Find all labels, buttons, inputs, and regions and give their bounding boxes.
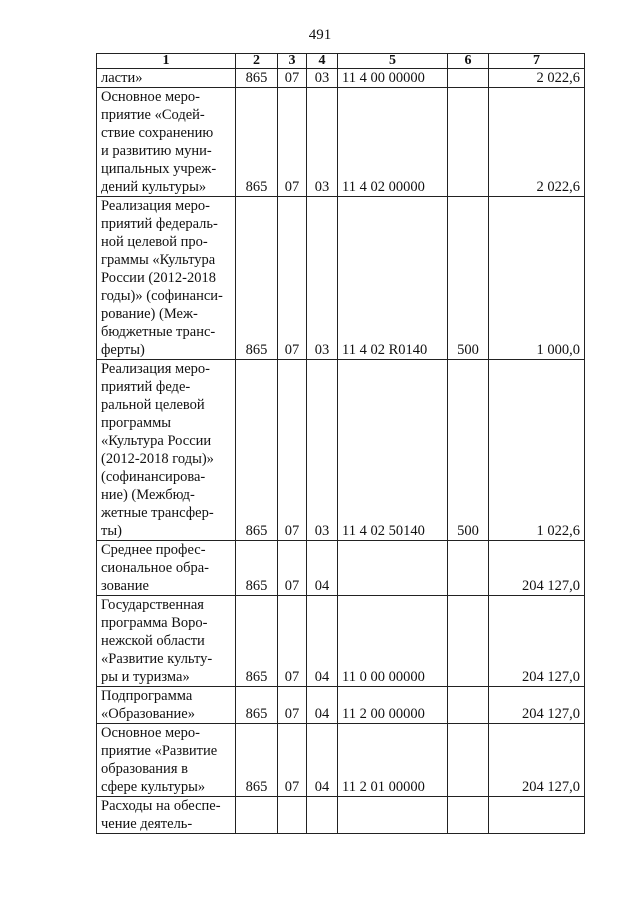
cell-ministry-code: 865 <box>236 197 278 360</box>
cell-section: 07 <box>278 596 307 687</box>
table-row <box>97 88 585 197</box>
row-name: Основное меро- приятие «Содей- ствие сохранению и развитию муни- ципальных учреж- дений культуры» <box>97 88 236 197</box>
row-name: Подпрограмма «Образование» <box>97 687 236 724</box>
table-row <box>97 541 585 596</box>
col-header-3: 3 <box>278 54 307 69</box>
cell-amount: 204 127,0 <box>489 541 585 596</box>
cell-ministry-code: 865 <box>236 596 278 687</box>
cell-target-article: 11 4 02 R0140 <box>338 197 448 360</box>
cell-subsection: 03 <box>307 197 338 360</box>
cell-target-article: 11 4 02 00000 <box>338 88 448 197</box>
cell-amount: 204 127,0 <box>489 687 585 724</box>
cell-ministry-code: 865 <box>236 88 278 197</box>
table-row <box>97 797 585 834</box>
cell-expense-type <box>448 724 489 797</box>
table-row <box>97 197 585 360</box>
cell-subsection: 04 <box>307 541 338 596</box>
row-name: Государственная программа Воро- нежской области «Развитие культу- ры и туризма» <box>97 596 236 687</box>
cell-ministry-code: 865 <box>236 69 278 88</box>
cell-ministry-code: 865 <box>236 541 278 596</box>
cell-expense-type: 500 <box>448 360 489 541</box>
cell-amount: 204 127,0 <box>489 724 585 797</box>
cell-subsection: 03 <box>307 88 338 197</box>
row-name: ласти» <box>97 69 236 88</box>
cell-expense-type <box>448 69 489 88</box>
cell-ministry-code: 865 <box>236 687 278 724</box>
cell-section: 07 <box>278 724 307 797</box>
cell-ministry-code: 865 <box>236 360 278 541</box>
cell-expense-type: 500 <box>448 197 489 360</box>
col-header-5: 5 <box>338 54 448 69</box>
cell-expense-type <box>448 88 489 197</box>
cell-target-article <box>338 541 448 596</box>
table-row <box>97 687 585 724</box>
cell-amount: 1 022,6 <box>489 360 585 541</box>
cell-subsection: 04 <box>307 596 338 687</box>
cell-section: 07 <box>278 360 307 541</box>
row-name: Расходы на обеспе- чение деятель- <box>97 797 236 834</box>
cell-amount <box>489 797 585 834</box>
cell-amount: 1 000,0 <box>489 197 585 360</box>
table-row <box>97 724 585 797</box>
cell-section: 07 <box>278 88 307 197</box>
cell-subsection: 04 <box>307 724 338 797</box>
col-header-6: 6 <box>448 54 489 69</box>
cell-target-article: 11 2 00 00000 <box>338 687 448 724</box>
cell-subsection: 03 <box>307 69 338 88</box>
cell-section: 07 <box>278 687 307 724</box>
cell-amount: 204 127,0 <box>489 596 585 687</box>
cell-subsection: 03 <box>307 360 338 541</box>
budget-table <box>96 53 585 834</box>
cell-section: 07 <box>278 541 307 596</box>
cell-target-article: 11 2 01 00000 <box>338 724 448 797</box>
table-row <box>97 596 585 687</box>
row-name: Среднее профес- сиональное обра- зование <box>97 541 236 596</box>
col-header-4: 4 <box>307 54 338 69</box>
cell-target-article: 11 4 00 00000 <box>338 69 448 88</box>
cell-ministry-code: 865 <box>236 724 278 797</box>
cell-amount: 2 022,6 <box>489 88 585 197</box>
cell-expense-type <box>448 541 489 596</box>
cell-subsection <box>307 797 338 834</box>
cell-expense-type <box>448 797 489 834</box>
cell-section: 07 <box>278 197 307 360</box>
cell-section <box>278 797 307 834</box>
row-name: Основное меро- приятие «Развитие образования в сфере культуры» <box>97 724 236 797</box>
cell-target-article <box>338 797 448 834</box>
table-row <box>97 69 585 88</box>
cell-amount: 2 022,6 <box>489 69 585 88</box>
row-name: Реализация меро- приятий феде- ральной целевой программы «Культура России (2012-2018 годы)» (софинансирова- ние) (Межбюд- жетные трансфер- ты) <box>97 360 236 541</box>
cell-target-article: 11 4 02 50140 <box>338 360 448 541</box>
col-header-2: 2 <box>236 54 278 69</box>
col-header-7: 7 <box>489 54 585 69</box>
table-row <box>97 360 585 541</box>
cell-expense-type <box>448 687 489 724</box>
cell-subsection: 04 <box>307 687 338 724</box>
cell-ministry-code <box>236 797 278 834</box>
cell-section: 07 <box>278 69 307 88</box>
cell-target-article: 11 0 00 00000 <box>338 596 448 687</box>
table-header-row <box>97 54 585 69</box>
col-header-1: 1 <box>97 54 236 69</box>
cell-expense-type <box>448 596 489 687</box>
row-name: Реализация меро- приятий федераль- ной целевой про- граммы «Культура России (2012-2018 годы)» (софинанси- рование) (Меж- бюджетные транс- ферты) <box>97 197 236 360</box>
page-number: 491 <box>308 27 332 43</box>
